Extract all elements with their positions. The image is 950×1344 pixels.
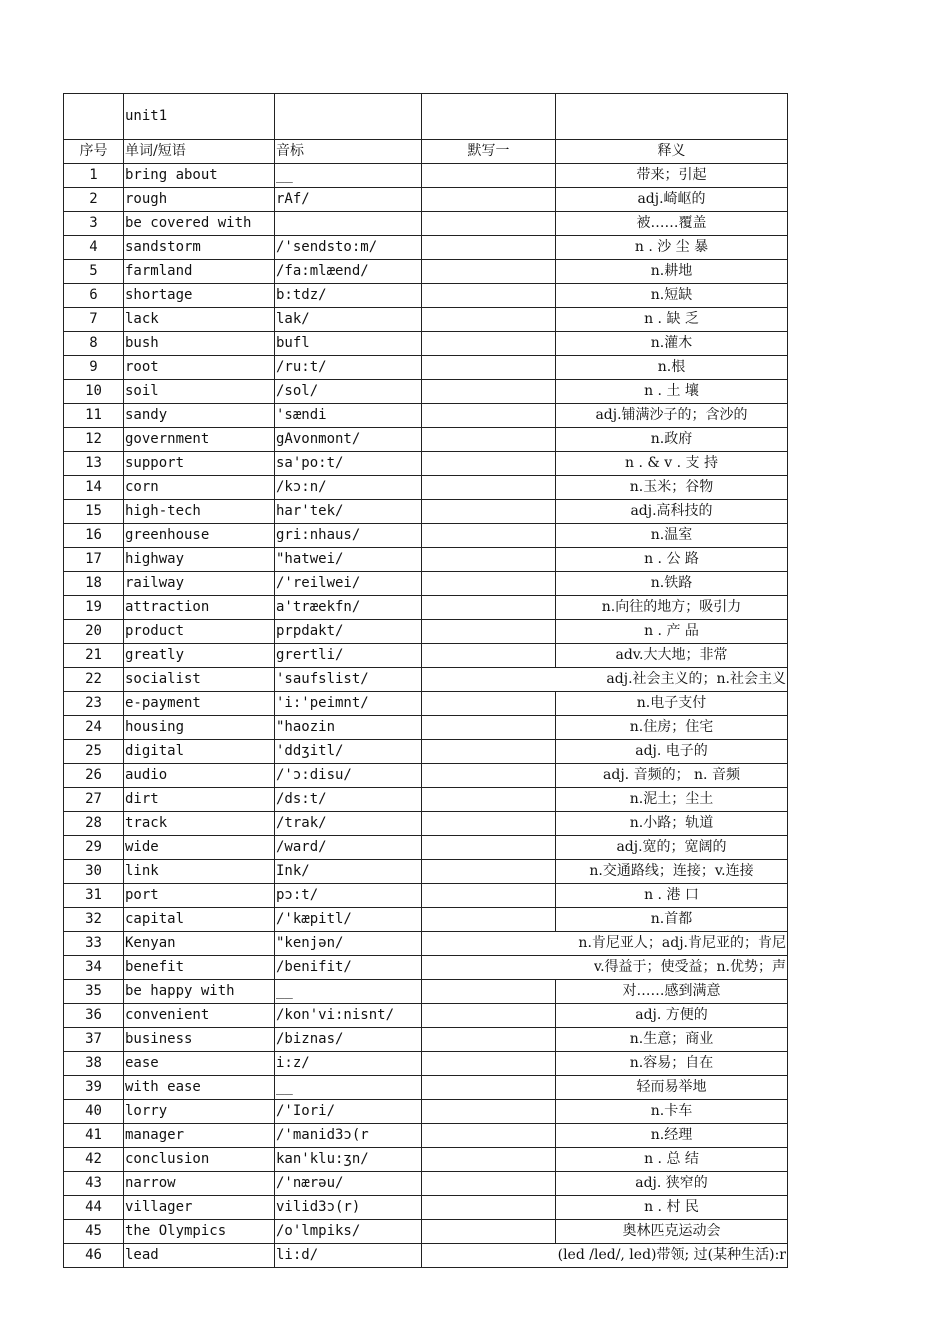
table-row (64, 668, 788, 692)
phonetic-cell: "hatwei/ (275, 548, 422, 572)
word-cell: dirt (124, 788, 275, 812)
dictation-cell[interactable] (422, 1052, 556, 1076)
header-dictation: 默写一 (422, 140, 556, 164)
word-cell: sandy (124, 404, 275, 428)
row-number: 18 (64, 572, 124, 596)
dictation-cell[interactable] (422, 716, 556, 740)
meaning-cell: adv.大大地；非常 (556, 644, 788, 668)
phonetic-cell: pɔ:t/ (275, 884, 422, 908)
phonetic-cell: /kɔ:n/ (275, 476, 422, 500)
phonetic-cell: grertli/ (275, 644, 422, 668)
dictation-cell[interactable] (422, 356, 556, 380)
table-row (64, 380, 788, 404)
dictation-cell[interactable] (422, 596, 556, 620)
row-number: 27 (64, 788, 124, 812)
meaning-cell: 对……感到满意 (556, 980, 788, 1004)
meaning-cell: n.耕地 (556, 260, 788, 284)
word-cell: lead (124, 1244, 275, 1268)
word-cell: digital (124, 740, 275, 764)
header-meaning: 释义 (556, 140, 788, 164)
row-number: 19 (64, 596, 124, 620)
word-cell: Kenyan (124, 932, 275, 956)
meaning-cell (556, 668, 788, 692)
word-cell: be covered with (124, 212, 275, 236)
phonetic-cell: vilid3ɔ(r) (275, 1196, 422, 1220)
dictation-cell[interactable] (422, 1172, 556, 1196)
word-cell: be happy with (124, 980, 275, 1004)
phonetic-cell: /'nærəu/ (275, 1172, 422, 1196)
meaning-cell: adj. 方便的 (556, 1004, 788, 1028)
dictation-cell[interactable] (422, 644, 556, 668)
dictation-cell (422, 668, 556, 692)
row-number: 13 (64, 452, 124, 476)
meaning-cell: adj.宽的；宽阔的 (556, 836, 788, 860)
meaning-cell: 奥林匹克运动会 (556, 1220, 788, 1244)
table-row (64, 836, 788, 860)
word-cell: capital (124, 908, 275, 932)
row-number: 9 (64, 356, 124, 380)
word-cell: housing (124, 716, 275, 740)
table-row (64, 716, 788, 740)
word-cell: port (124, 884, 275, 908)
dictation-cell[interactable] (422, 884, 556, 908)
phonetic-cell: __ (275, 980, 422, 1004)
phonetic-cell: /'Iori/ (275, 1100, 422, 1124)
row-number: 33 (64, 932, 124, 956)
word-cell: root (124, 356, 275, 380)
row-number: 8 (64, 332, 124, 356)
dictation-cell[interactable] (422, 452, 556, 476)
meaning-cell: n.首都 (556, 908, 788, 932)
phonetic-cell: 'i:'peimnt/ (275, 692, 422, 716)
dictation-cell[interactable] (422, 404, 556, 428)
meaning-cell: n . 土 壤 (556, 380, 788, 404)
phonetic-cell: 'ddʒitl/ (275, 740, 422, 764)
meaning-cell: n.小路；轨道 (556, 812, 788, 836)
table-row (64, 1196, 788, 1220)
word-cell: bring about (124, 164, 275, 188)
word-cell: manager (124, 1124, 275, 1148)
row-number: 4 (64, 236, 124, 260)
meaning-cell: n . 村 民 (556, 1196, 788, 1220)
phonetic-cell: /benifit/ (275, 956, 422, 980)
meaning-cell: n.生意；商业 (556, 1028, 788, 1052)
dictation-cell[interactable] (422, 428, 556, 452)
row-number: 24 (64, 716, 124, 740)
phonetic-cell: sa'po:t/ (275, 452, 422, 476)
word-cell: with ease (124, 1076, 275, 1100)
table-row (64, 1244, 788, 1268)
word-cell: lack (124, 308, 275, 332)
phonetic-cell: /sol/ (275, 380, 422, 404)
row-number: 42 (64, 1148, 124, 1172)
phonetic-cell: /'manid3ɔ(r (275, 1124, 422, 1148)
meaning-cell: adj.高科技的 (556, 500, 788, 524)
meaning-text: n.肯尼亚人；adj.肯尼亚的；肯尼 (578, 932, 786, 955)
dictation-cell[interactable] (422, 908, 556, 932)
word-cell: audio (124, 764, 275, 788)
phonetic-cell: gri:nhaus/ (275, 524, 422, 548)
phonetic-cell: __ (275, 164, 422, 188)
table-row (64, 572, 788, 596)
phonetic-cell: Ink/ (275, 860, 422, 884)
phonetic-cell: /'sendsto:m/ (275, 236, 422, 260)
word-cell: product (124, 620, 275, 644)
dictation-cell[interactable] (422, 308, 556, 332)
dictation-cell[interactable] (422, 188, 556, 212)
meaning-cell: 轻而易举地 (556, 1076, 788, 1100)
meaning-cell: n.向往的地方；吸引力 (556, 596, 788, 620)
table-row (64, 692, 788, 716)
dictation-cell[interactable] (422, 620, 556, 644)
meaning-cell: n.温室 (556, 524, 788, 548)
phonetic-cell: /fa:mlæend/ (275, 260, 422, 284)
meaning-cell: n.住房；住宅 (556, 716, 788, 740)
phonetic-cell: /trak/ (275, 812, 422, 836)
word-cell: farmland (124, 260, 275, 284)
table-row (64, 1124, 788, 1148)
phonetic-cell: /ds:t/ (275, 788, 422, 812)
row-number: 38 (64, 1052, 124, 1076)
meaning-cell: 带来；引起 (556, 164, 788, 188)
word-cell: support (124, 452, 275, 476)
word-cell: track (124, 812, 275, 836)
table-row (64, 260, 788, 284)
table-row (64, 788, 788, 812)
dictation-cell[interactable] (422, 1148, 556, 1172)
meaning-cell: n.卡车 (556, 1100, 788, 1124)
title-ipa-cell (275, 94, 422, 140)
dictation-cell[interactable] (422, 1028, 556, 1052)
row-number: 36 (64, 1004, 124, 1028)
dictation-cell[interactable] (422, 236, 556, 260)
word-cell: greatly (124, 644, 275, 668)
row-number: 31 (64, 884, 124, 908)
meaning-cell: n . 总 结 (556, 1148, 788, 1172)
word-cell: bush (124, 332, 275, 356)
word-cell: conclusion (124, 1148, 275, 1172)
meaning-cell: n.泥土；尘土 (556, 788, 788, 812)
phonetic-cell: har'tek/ (275, 500, 422, 524)
word-cell: convenient (124, 1004, 275, 1028)
phonetic-cell: 'saufslist/ (275, 668, 422, 692)
dictation-cell[interactable] (422, 1220, 556, 1244)
row-number: 2 (64, 188, 124, 212)
dictation-cell[interactable] (422, 1100, 556, 1124)
meaning-text: v.得益于；使受益；n.优势；声 (594, 956, 786, 979)
table-row (64, 956, 788, 980)
table-row (64, 980, 788, 1004)
table-row (64, 932, 788, 956)
table-row (64, 812, 788, 836)
word-cell: lorry (124, 1100, 275, 1124)
row-number: 46 (64, 1244, 124, 1268)
dictation-cell[interactable] (422, 860, 556, 884)
meaning-cell: n . 港 口 (556, 884, 788, 908)
phonetic-cell: b:tdz/ (275, 284, 422, 308)
row-number: 25 (64, 740, 124, 764)
word-cell: link (124, 860, 275, 884)
meaning-cell: n.经理 (556, 1124, 788, 1148)
table-row (64, 476, 788, 500)
word-cell: attraction (124, 596, 275, 620)
row-number: 16 (64, 524, 124, 548)
meaning-cell: n.灌木 (556, 332, 788, 356)
table-row (64, 236, 788, 260)
dictation-cell[interactable] (422, 476, 556, 500)
header-num: 序号 (64, 140, 124, 164)
row-number: 5 (64, 260, 124, 284)
phonetic-cell: li:d/ (275, 1244, 422, 1268)
dictation-cell[interactable] (422, 260, 556, 284)
row-number: 20 (64, 620, 124, 644)
phonetic-cell: "haozin (275, 716, 422, 740)
vocabulary-table (63, 93, 788, 1268)
dictation-cell[interactable] (422, 980, 556, 1004)
row-number: 21 (64, 644, 124, 668)
row-number: 12 (64, 428, 124, 452)
row-number: 11 (64, 404, 124, 428)
phonetic-cell: kan'klu:ʒn/ (275, 1148, 422, 1172)
dictation-cell[interactable] (422, 788, 556, 812)
dictation-cell[interactable] (422, 524, 556, 548)
table-row (64, 524, 788, 548)
meaning-cell (556, 956, 788, 980)
table-row (64, 1148, 788, 1172)
row-number: 14 (64, 476, 124, 500)
dictation-cell[interactable] (422, 500, 556, 524)
dictation-cell[interactable] (422, 1076, 556, 1100)
row-number: 37 (64, 1028, 124, 1052)
row-number: 15 (64, 500, 124, 524)
table-row (64, 284, 788, 308)
word-cell: socialist (124, 668, 275, 692)
header-word: 单词/短语 (124, 140, 275, 164)
word-cell: ease (124, 1052, 275, 1076)
phonetic-cell (275, 212, 422, 236)
meaning-cell: n . & v . 支 持 (556, 452, 788, 476)
meaning-cell (556, 932, 788, 956)
phonetic-cell: gAvonmont/ (275, 428, 422, 452)
table-row (64, 620, 788, 644)
word-cell: wide (124, 836, 275, 860)
meaning-text: adj.社会主义的；n.社会主义 (606, 668, 786, 691)
phonetic-cell: /ru:t/ (275, 356, 422, 380)
table-row (64, 1076, 788, 1100)
phonetic-cell: /o'lmpiks/ (275, 1220, 422, 1244)
row-number: 30 (64, 860, 124, 884)
row-number: 7 (64, 308, 124, 332)
meaning-text: (led /led/, led)带领; 过(某种生活):r (558, 1244, 786, 1267)
meaning-cell: n . 沙 尘 暴 (556, 236, 788, 260)
meaning-cell: adj. 音频的； n. 音频 (556, 764, 788, 788)
table-row (64, 740, 788, 764)
title-row (64, 94, 788, 140)
table-row (64, 548, 788, 572)
row-number: 44 (64, 1196, 124, 1220)
dictation-cell[interactable] (422, 1196, 556, 1220)
table-row (64, 500, 788, 524)
table-row (64, 884, 788, 908)
phonetic-cell: /'reilwei/ (275, 572, 422, 596)
meaning-cell: 被……覆盖 (556, 212, 788, 236)
table-row (64, 908, 788, 932)
meaning-cell: n . 公 路 (556, 548, 788, 572)
table-row (64, 1100, 788, 1124)
table-row (64, 164, 788, 188)
word-cell: highway (124, 548, 275, 572)
dictation-cell[interactable] (422, 332, 556, 356)
row-number: 32 (64, 908, 124, 932)
phonetic-cell: __ (275, 1076, 422, 1100)
row-number: 40 (64, 1100, 124, 1124)
word-cell: sandstorm (124, 236, 275, 260)
phonetic-cell: /biznas/ (275, 1028, 422, 1052)
dictation-cell[interactable] (422, 764, 556, 788)
meaning-cell: adj.铺满沙子的；含沙的 (556, 404, 788, 428)
dictation-cell[interactable] (422, 692, 556, 716)
dictation-cell[interactable] (422, 212, 556, 236)
table-row (64, 212, 788, 236)
dictation-cell[interactable] (422, 548, 556, 572)
phonetic-cell: lak/ (275, 308, 422, 332)
word-cell: shortage (124, 284, 275, 308)
unit-title: unit1 (124, 94, 275, 140)
table-row (64, 860, 788, 884)
meaning-cell: n.根 (556, 356, 788, 380)
phonetic-cell: /'ɔ:disu/ (275, 764, 422, 788)
dictation-cell[interactable] (422, 812, 556, 836)
meaning-cell: n.玉米；谷物 (556, 476, 788, 500)
word-cell: high-tech (124, 500, 275, 524)
meaning-cell: adj. 电子的 (556, 740, 788, 764)
word-cell: government (124, 428, 275, 452)
meaning-cell (556, 1244, 788, 1268)
meaning-cell: adj. 狭窄的 (556, 1172, 788, 1196)
word-cell: greenhouse (124, 524, 275, 548)
row-number: 3 (64, 212, 124, 236)
row-number: 22 (64, 668, 124, 692)
dictation-cell[interactable] (422, 572, 556, 596)
table-row (64, 1028, 788, 1052)
row-number: 39 (64, 1076, 124, 1100)
title-meaning-cell (556, 94, 788, 140)
row-number: 43 (64, 1172, 124, 1196)
word-cell: e-payment (124, 692, 275, 716)
title-num-cell (64, 94, 124, 140)
row-number: 45 (64, 1220, 124, 1244)
phonetic-cell: /'kæpitl/ (275, 908, 422, 932)
row-number: 26 (64, 764, 124, 788)
row-number: 6 (64, 284, 124, 308)
phonetic-cell: "kenjən/ (275, 932, 422, 956)
table-row (64, 1052, 788, 1076)
dictation-cell[interactable] (422, 836, 556, 860)
word-cell: narrow (124, 1172, 275, 1196)
dictation-cell[interactable] (422, 284, 556, 308)
meaning-cell: n . 产 品 (556, 620, 788, 644)
table-row (64, 764, 788, 788)
table-row (64, 1004, 788, 1028)
table-row (64, 1220, 788, 1244)
meaning-cell: n.电子支付 (556, 692, 788, 716)
dictation-cell (422, 932, 556, 956)
phonetic-cell: /ward/ (275, 836, 422, 860)
phonetic-cell: a'træekfn/ (275, 596, 422, 620)
title-dictation-cell (422, 94, 556, 140)
header-row (64, 140, 788, 164)
table-row (64, 1172, 788, 1196)
phonetic-cell: rAf/ (275, 188, 422, 212)
phonetic-cell: prpdakt/ (275, 620, 422, 644)
meaning-cell: n.短缺 (556, 284, 788, 308)
row-number: 1 (64, 164, 124, 188)
word-cell: soil (124, 380, 275, 404)
row-number: 41 (64, 1124, 124, 1148)
table-row (64, 596, 788, 620)
row-number: 29 (64, 836, 124, 860)
header-ipa: 音标 (275, 140, 422, 164)
phonetic-cell: 'sændi (275, 404, 422, 428)
meaning-cell: adj.崎岖的 (556, 188, 788, 212)
word-cell: railway (124, 572, 275, 596)
phonetic-cell: bufl (275, 332, 422, 356)
table-row (64, 188, 788, 212)
word-cell: benefit (124, 956, 275, 980)
row-number: 28 (64, 812, 124, 836)
dictation-cell (422, 1244, 556, 1268)
meaning-cell: n.容易；自在 (556, 1052, 788, 1076)
dictation-cell[interactable] (422, 1124, 556, 1148)
dictation-cell (422, 956, 556, 980)
dictation-cell[interactable] (422, 380, 556, 404)
meaning-cell: n.政府 (556, 428, 788, 452)
table-row (64, 356, 788, 380)
table-row (64, 644, 788, 668)
row-number: 34 (64, 956, 124, 980)
phonetic-cell: /kon'vi:nisnt/ (275, 1004, 422, 1028)
dictation-cell[interactable] (422, 164, 556, 188)
dictation-cell[interactable] (422, 740, 556, 764)
row-number: 35 (64, 980, 124, 1004)
table-row (64, 404, 788, 428)
meaning-cell: n.铁路 (556, 572, 788, 596)
meaning-cell: n . 缺 乏 (556, 308, 788, 332)
row-number: 10 (64, 380, 124, 404)
table-row (64, 428, 788, 452)
table-row (64, 308, 788, 332)
word-cell: the Olympics (124, 1220, 275, 1244)
dictation-cell[interactable] (422, 1004, 556, 1028)
row-number: 23 (64, 692, 124, 716)
word-cell: villager (124, 1196, 275, 1220)
row-number: 17 (64, 548, 124, 572)
word-cell: business (124, 1028, 275, 1052)
table-row (64, 332, 788, 356)
meaning-cell: n.交通路线；连接；v.连接 (556, 860, 788, 884)
word-cell: rough (124, 188, 275, 212)
table-row (64, 452, 788, 476)
phonetic-cell: i:z/ (275, 1052, 422, 1076)
word-cell: corn (124, 476, 275, 500)
